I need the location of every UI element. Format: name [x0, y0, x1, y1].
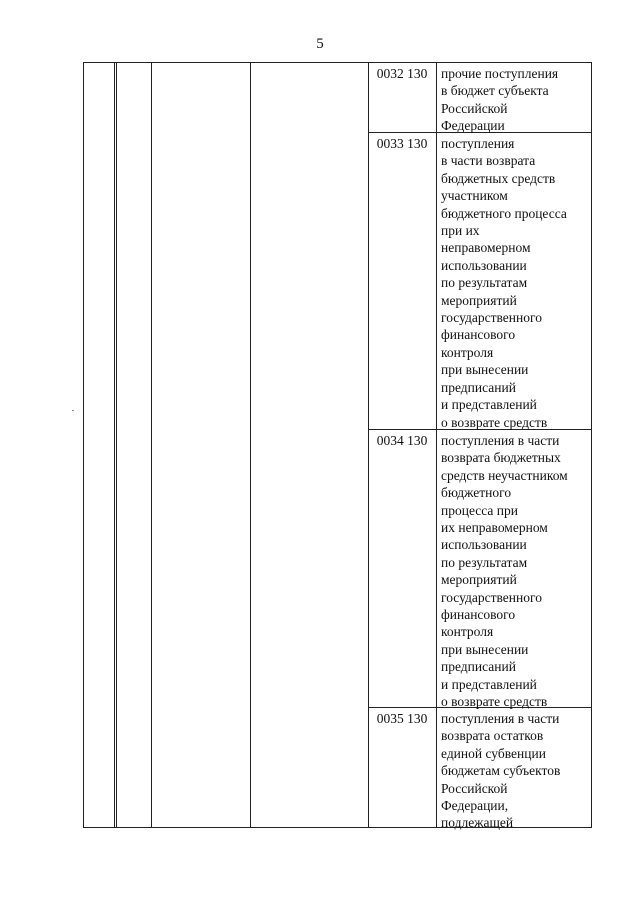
- desc-line: использовании: [441, 537, 527, 553]
- desc-line: мероприятий: [441, 572, 517, 588]
- row-code-0035: 0035 130: [376, 711, 428, 726]
- desc-line: поступления: [441, 136, 515, 151]
- desc-line: при вынесении: [441, 362, 529, 378]
- column-divider-5: [436, 63, 437, 827]
- desc-line: в части возврата: [441, 153, 536, 169]
- desc-line: по результатам: [441, 554, 528, 570]
- row-description-0033: [441, 133, 589, 431]
- desc-line: участником: [441, 188, 508, 204]
- desc-line: бюджетного процесса: [441, 205, 567, 221]
- desc-line: Российской: [441, 780, 508, 796]
- desc-line: бюджетных средств: [441, 170, 556, 186]
- desc-line: государственного: [441, 310, 542, 326]
- budget-codes-table: [83, 62, 592, 831]
- desc-line: прочие поступления: [441, 66, 559, 81]
- desc-line: по результатам: [441, 275, 528, 291]
- row-code-0033: 0033 130: [376, 136, 428, 151]
- desc-line: бюджетам субъектов: [441, 763, 561, 779]
- desc-line: бюджетного: [441, 485, 512, 501]
- desc-line: контроля: [441, 624, 494, 640]
- row-description-0035: [441, 708, 589, 832]
- desc-line: предписаний: [441, 659, 516, 675]
- desc-line: о возврате средств: [441, 694, 548, 710]
- page-number: 5: [316, 36, 324, 52]
- row-code-0034: 0034 130: [376, 433, 428, 448]
- desc-line: при их: [441, 223, 480, 239]
- desc-line: возврата остатков: [441, 728, 544, 744]
- desc-line: финансового: [441, 327, 516, 343]
- desc-line: мероприятий: [441, 292, 517, 308]
- desc-line: единой субвенции: [441, 745, 546, 761]
- desc-line: поступления в части: [441, 433, 560, 448]
- desc-line: о возврате средств: [441, 414, 548, 430]
- desc-line: в бюджет субъекта: [441, 83, 549, 99]
- desc-line: и представлений: [441, 397, 537, 413]
- desc-line: поступления в части: [441, 711, 560, 726]
- desc-line: контроля: [441, 344, 494, 360]
- desc-line: Федерации: [441, 118, 505, 134]
- desc-line: Российской: [441, 100, 508, 116]
- column-divider-3: [250, 63, 251, 827]
- row-code-0032: 0032 130: [376, 66, 428, 81]
- desc-line: предписаний: [441, 379, 516, 395]
- desc-line: возврата бюджетных: [441, 450, 561, 466]
- row-description-0034: [441, 430, 589, 711]
- desc-line: подлежащей: [441, 815, 514, 831]
- desc-line: государственного: [441, 589, 542, 605]
- desc-line: средств неучастником: [441, 467, 568, 483]
- column-divider-2: [151, 63, 152, 827]
- desc-line: Федерации,: [441, 798, 509, 814]
- desc-line: их неправомерном: [441, 520, 548, 536]
- desc-line: процесса при: [441, 502, 518, 518]
- desc-line: при вынесении: [441, 641, 529, 657]
- row-description-0032: [441, 63, 589, 135]
- desc-line: использовании: [441, 257, 527, 273]
- desc-line: неправомерном: [441, 240, 531, 256]
- desc-line: финансового: [441, 607, 516, 623]
- margin-mark: [72, 410, 74, 411]
- desc-line: и представлений: [441, 676, 537, 692]
- column-divider-1: [114, 63, 117, 827]
